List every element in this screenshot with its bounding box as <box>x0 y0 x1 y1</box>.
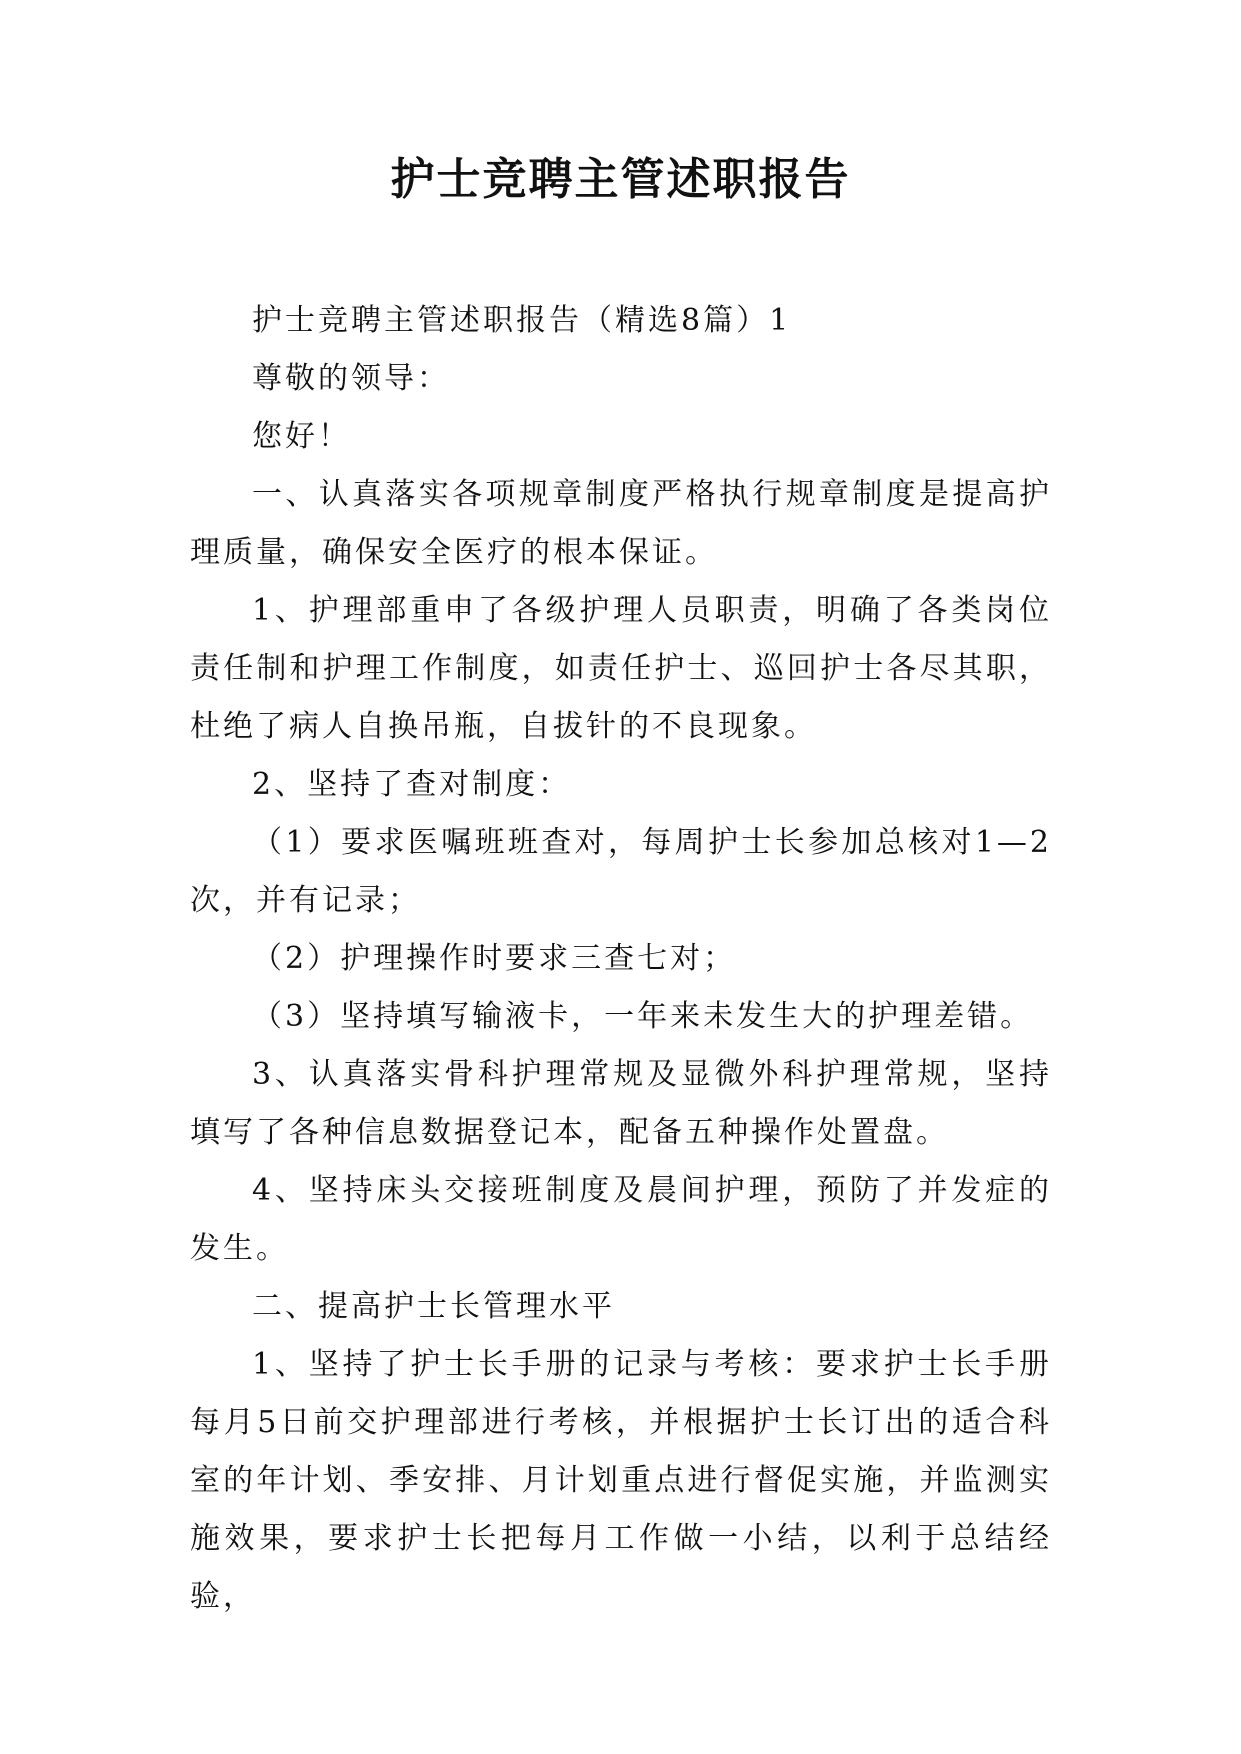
paragraph-item-1-2: 2、坚持了查对制度： <box>252 767 572 802</box>
paragraph-subitem-1: （1）要求医嘱班班查对，每周护士长参加总核对1—2次，并有记录； <box>190 825 1052 918</box>
paragraph-subitem-2: （2）护理操作时要求三查七对； <box>252 941 737 976</box>
paragraph-item-1-3: 3、认真落实骨科护理常规及显微外科护理常规，坚持填写了各种信息数据登记本，配备五种操作处置盘。 <box>190 1057 1052 1150</box>
paragraph-section-1: 一、认真落实各项规章制度严格执行规章制度是提高护理质量，确保安全医疗的根本保证。 <box>190 477 1052 570</box>
paragraph-section-2: 二、提高护士长管理水平 <box>252 1289 615 1324</box>
paragraph-greeting: 您好！ <box>252 419 351 454</box>
paragraph-item-1-4: 4、坚持床头交接班制度及晨间护理，预防了并发症的发生。 <box>190 1173 1052 1266</box>
paragraph-heading: 护士竞聘主管述职报告（精选8篇）1 <box>252 303 792 338</box>
document-body <box>190 292 1052 1626</box>
paragraph-subitem-3: （3）坚持填写输液卡，一年来未发生大的护理差错。 <box>252 999 1034 1034</box>
paragraph-item-1-1: 1、护理部重申了各级护理人员职责，明确了各类岗位责任制和护理工作制度，如责任护士、巡回护士各尽其职，杜绝了病人自换吊瓶，自拔针的不良现象。 <box>190 593 1052 744</box>
paragraph-item-2-1: 1、坚持了护士长手册的记录与考核：要求护士长手册每月5日前交护理部进行考核，并根据护士长订出的适合科室的年计划、季安排、月计划重点进行督促实施，并监测实施效果，要求护士长把每月工作做一小结，以利于总结经验， <box>190 1347 1052 1614</box>
paragraph-salutation: 尊敬的领导： <box>252 361 450 396</box>
document-title: 护士竞聘主管述职报告 <box>390 154 851 205</box>
